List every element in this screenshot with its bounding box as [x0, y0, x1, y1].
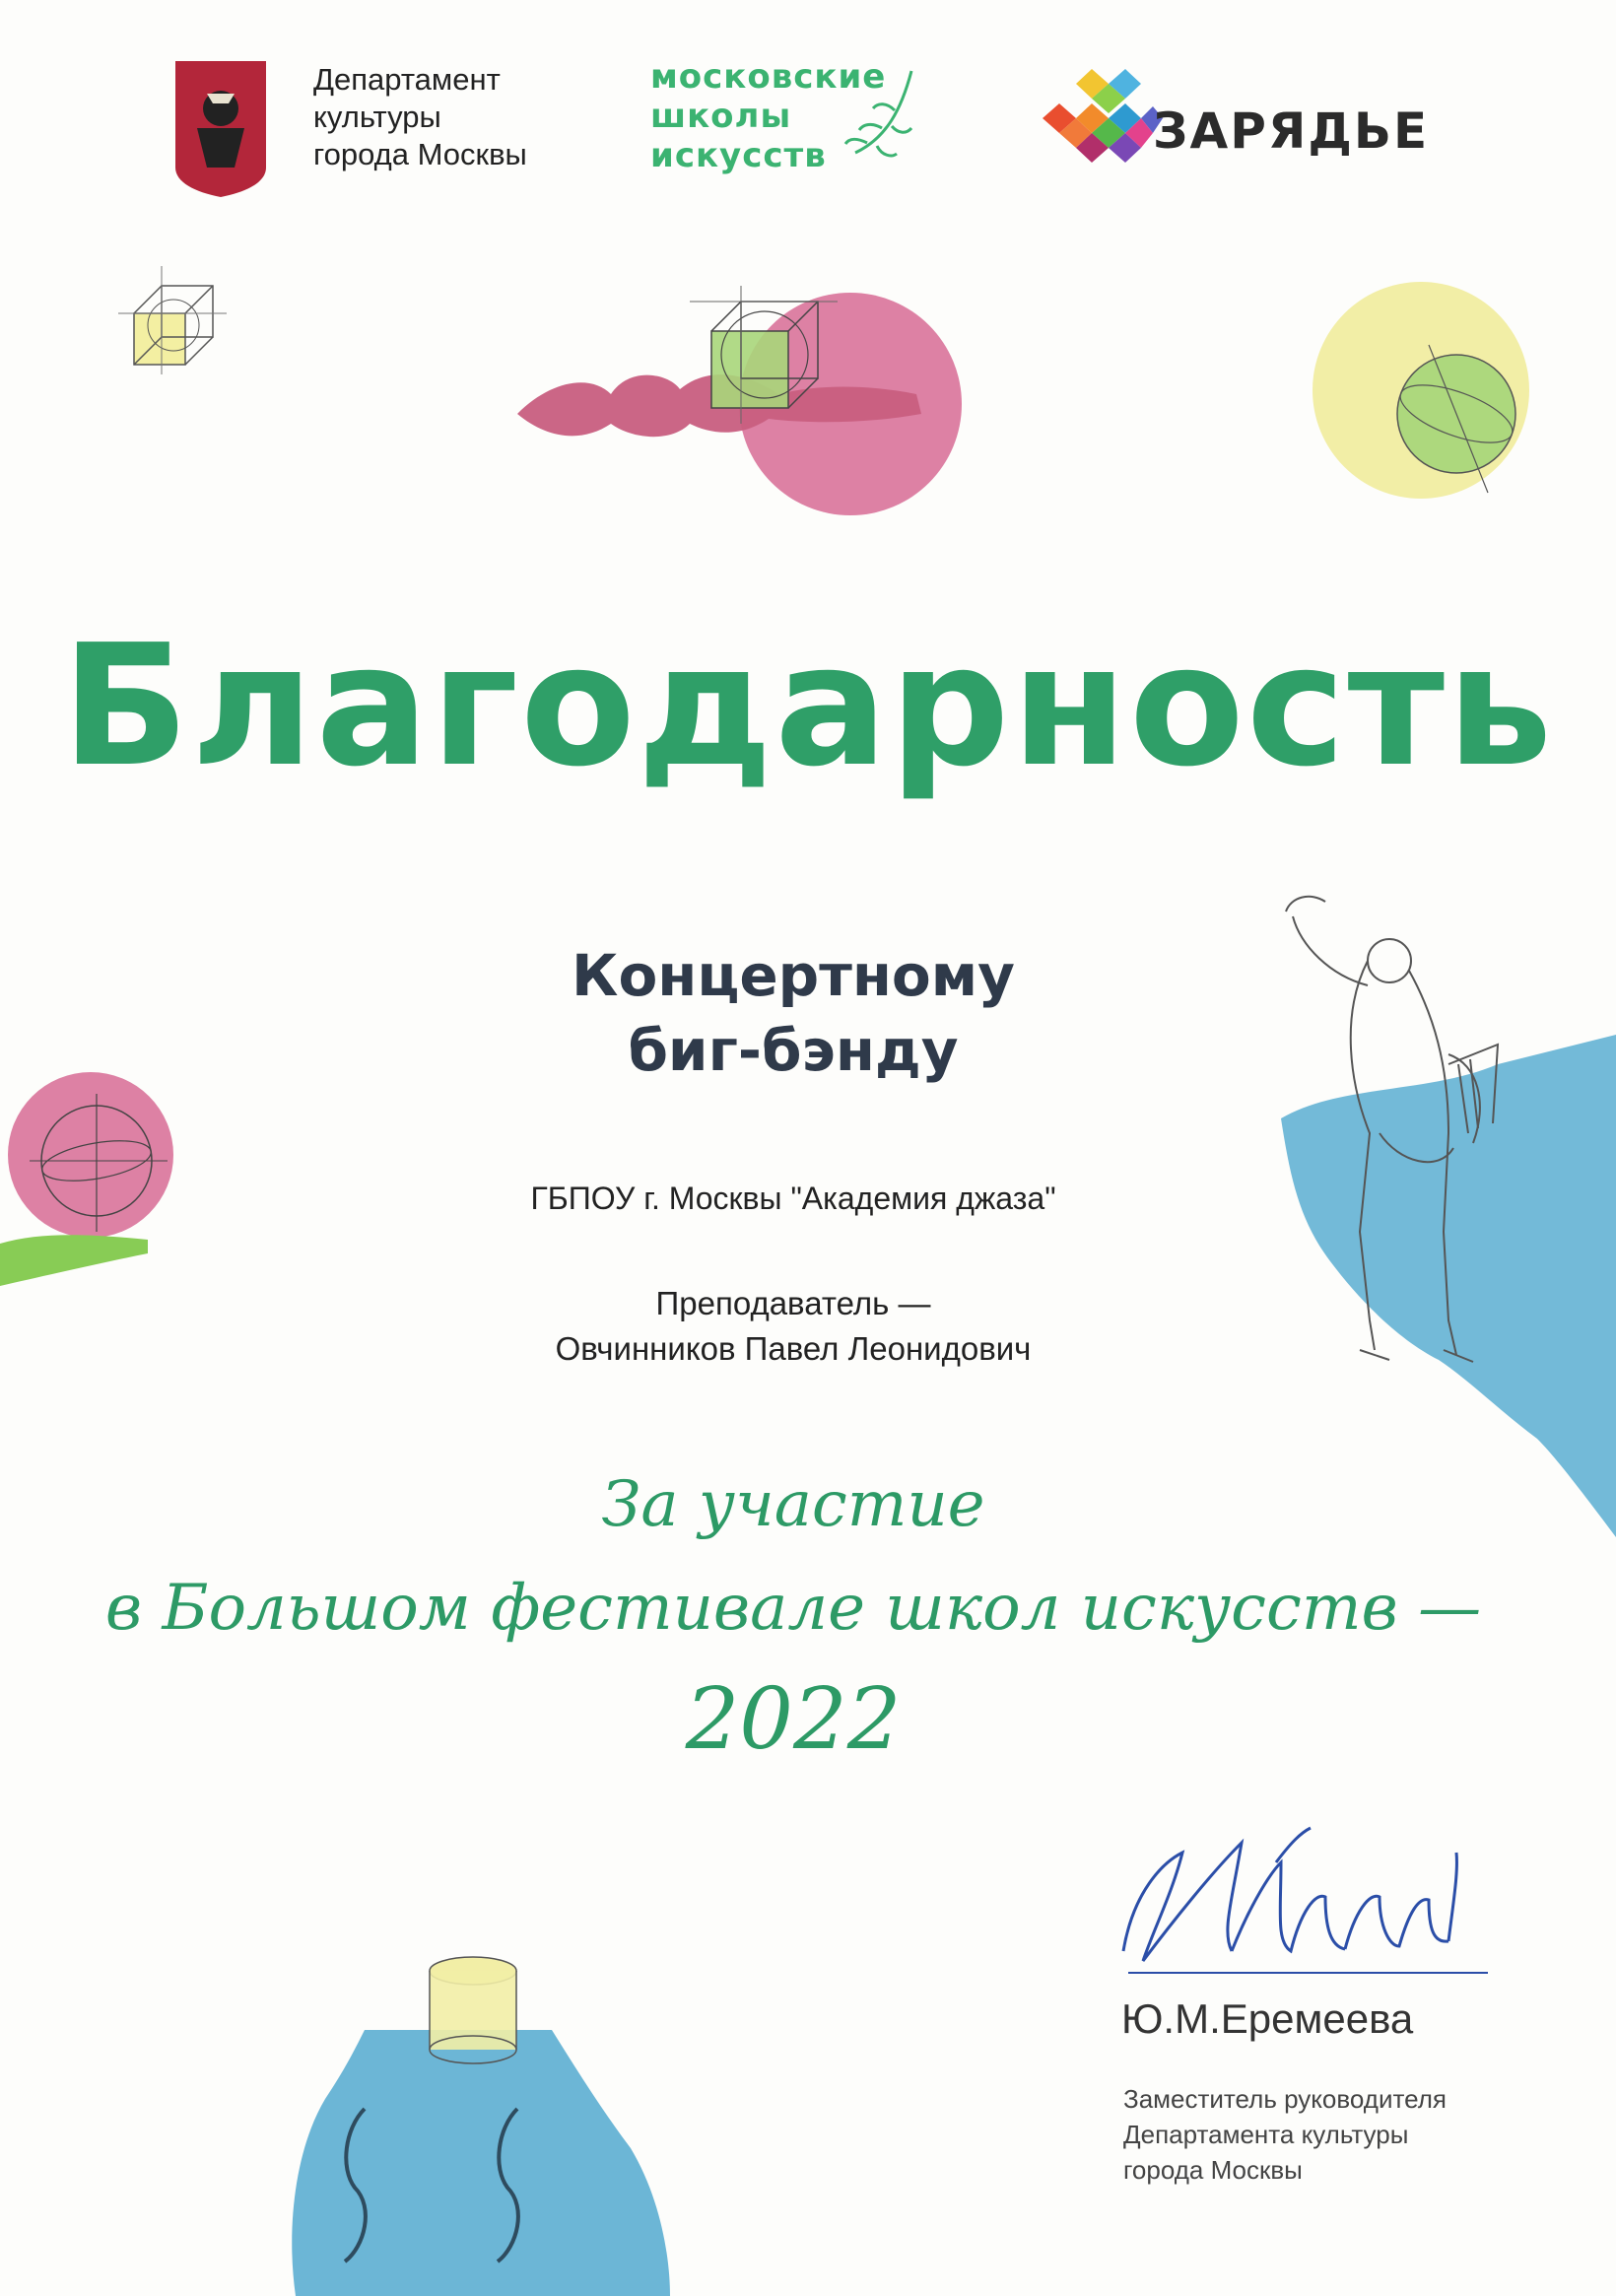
recipient-line: биг-бэнду	[628, 1017, 959, 1084]
organization-name: ГБПОУ г. Москвы "Академия джаза"	[530, 1181, 1056, 1216]
teacher-name: Овчинников Павел Леонидович	[555, 1330, 1032, 1367]
schools-line: школы	[650, 97, 792, 136]
department-line: Департамент	[313, 62, 501, 97]
signer-position-line: Заместитель руководителя	[1123, 2084, 1447, 2114]
department-line: города Москвы	[313, 137, 527, 171]
department-line: культуры	[313, 100, 441, 134]
signer-position-line: города Москвы	[1123, 2155, 1303, 2185]
signer-name: Ю.М.Еремеева	[1121, 1995, 1414, 2042]
handwritten-signature-icon	[1123, 1828, 1488, 1973]
reason-line: в Большом фестивале школ искусств —	[104, 1572, 1482, 1645]
signer-position-line: Департамента культуры	[1123, 2120, 1409, 2149]
schools-line: московские	[650, 57, 887, 97]
certificate-title: Благодарность	[61, 609, 1555, 804]
zaryadye-logo-text: ЗАРЯДЬЕ	[1153, 102, 1430, 160]
recipient-line: Концертному	[572, 942, 1015, 1009]
reason-line: За участие	[601, 1468, 985, 1541]
schools-line: искусств	[650, 136, 827, 175]
signer-position	[1123, 2081, 1447, 2188]
reason-year: 2022	[685, 1670, 902, 1769]
teacher-label: Преподаватель —	[655, 1285, 931, 1321]
